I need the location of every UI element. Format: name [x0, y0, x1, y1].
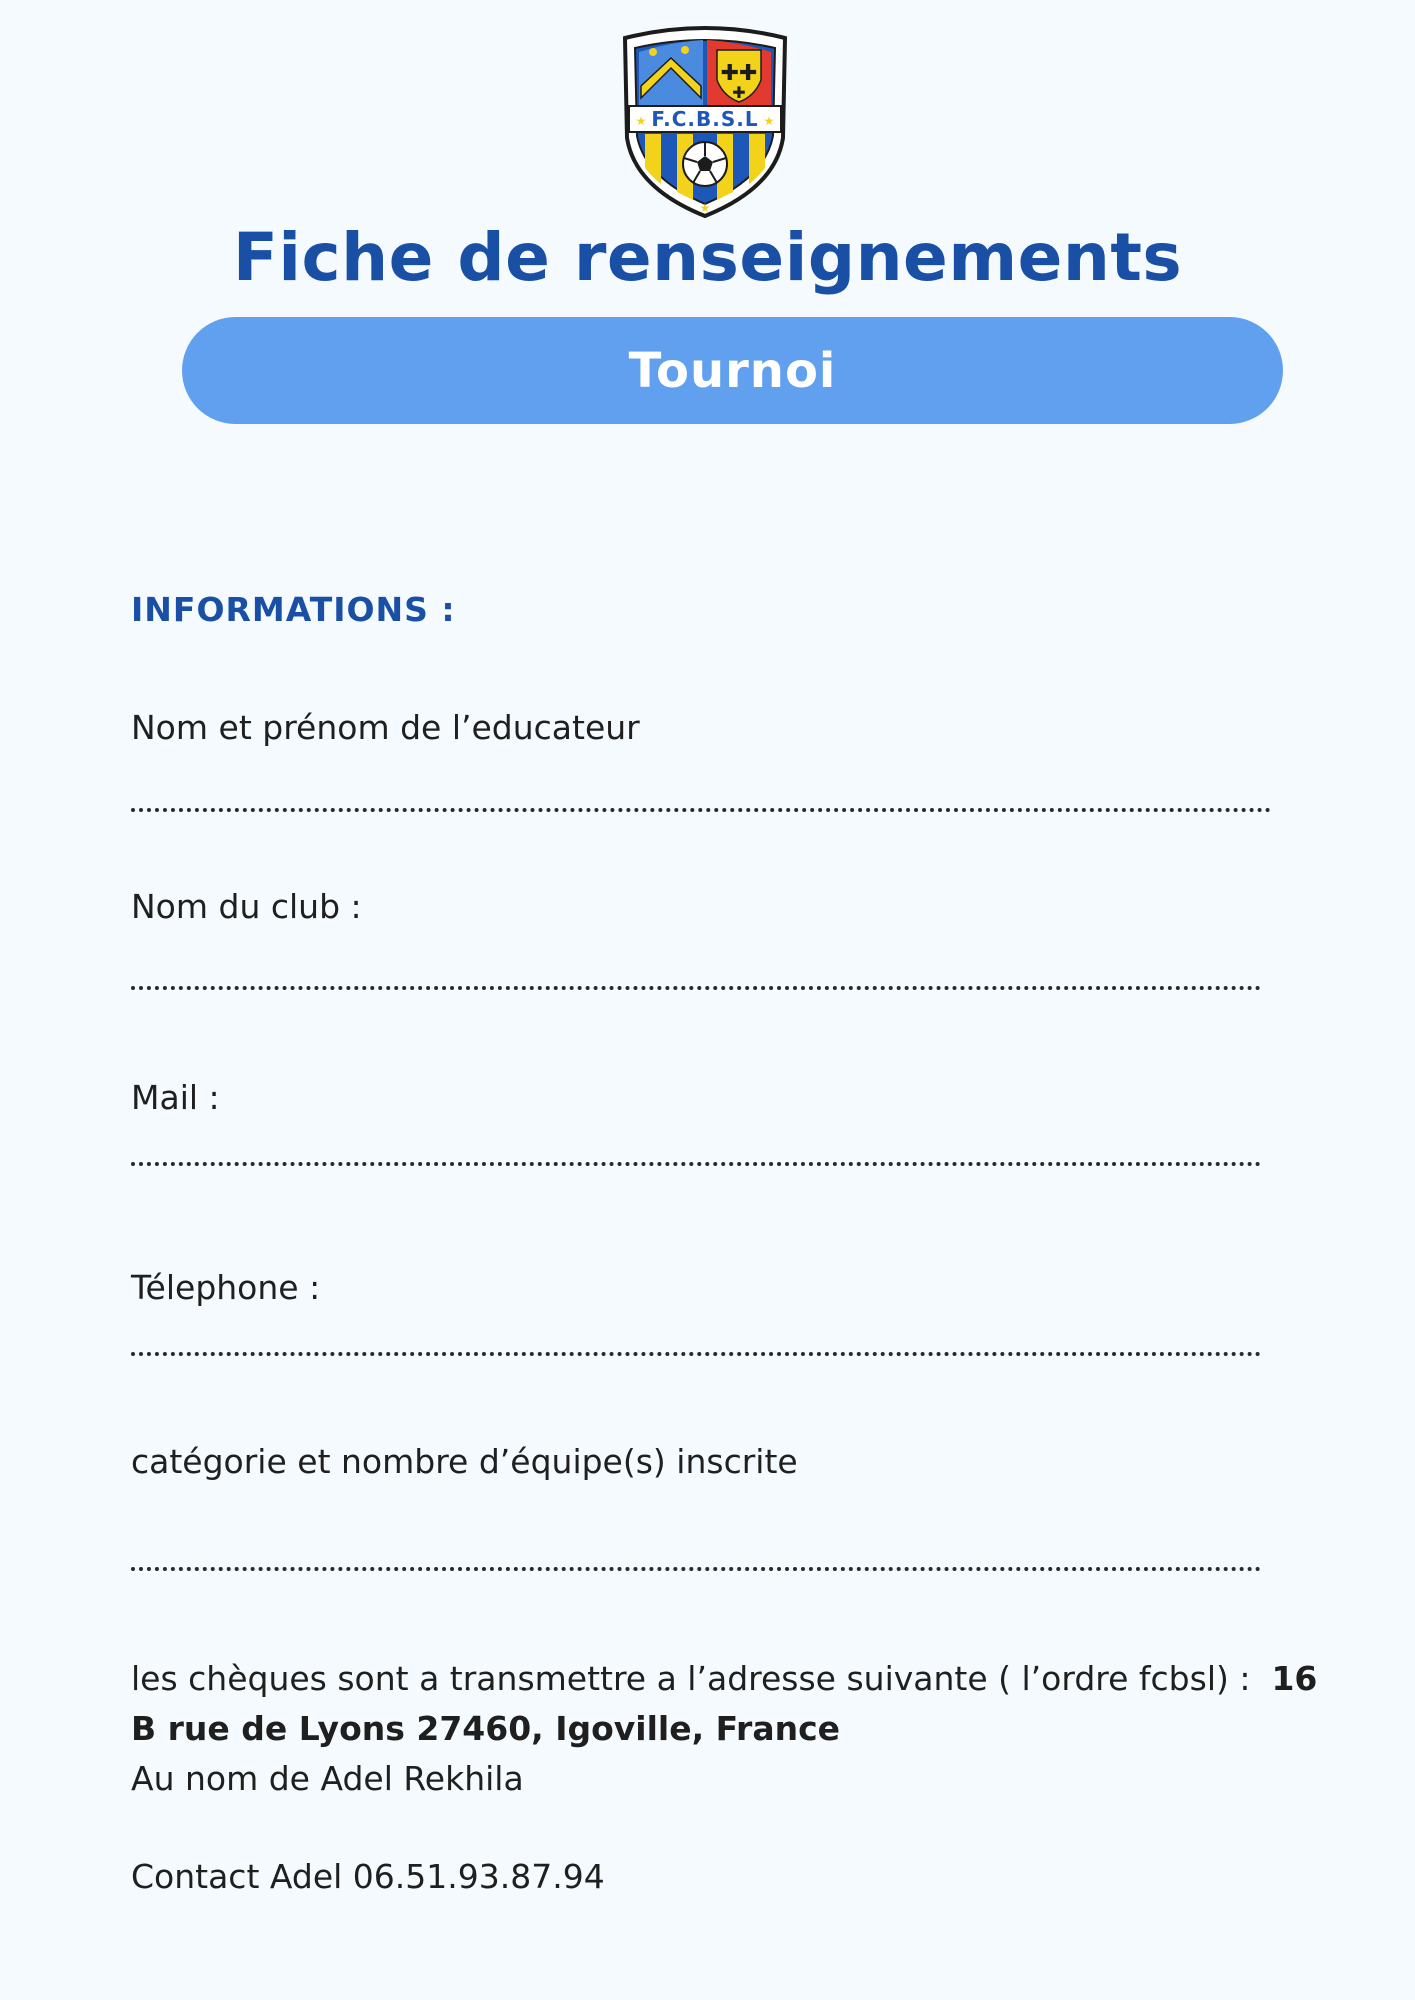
svg-text:★: ★	[763, 114, 775, 128]
svg-text:✚✚: ✚✚	[720, 61, 758, 86]
category-teams-label: catégorie et nombre d’équipe(s) inscrite	[131, 1442, 798, 1481]
educator-name-fill-line[interactable]	[131, 808, 1271, 812]
phone-label: Télephone :	[131, 1268, 321, 1307]
contact-line: Contact Adel 06.51.93.87.94	[131, 1857, 605, 1896]
club-name-fill-line[interactable]	[131, 986, 1261, 990]
section-heading-informations: INFORMATIONS :	[131, 590, 456, 629]
payee-name: Au nom de Adel Rekhila	[131, 1759, 524, 1798]
email-fill-line[interactable]	[131, 1162, 1261, 1166]
svg-text:F.C.B.S.L: F.C.B.S.L	[651, 107, 759, 131]
club-name-label: Nom du club :	[131, 887, 362, 926]
cheque-instructions	[131, 1654, 1341, 1804]
page-title: Fiche de renseignements	[232, 219, 1183, 296]
svg-text:✚: ✚	[732, 83, 746, 102]
mailing-address: 16 B rue de Lyons 27460, Igoville, France	[131, 1659, 1318, 1748]
category-teams-fill-line[interactable]	[131, 1567, 1261, 1571]
phone-fill-line[interactable]	[131, 1352, 1261, 1356]
email-label: Mail :	[131, 1078, 220, 1117]
cheque-instructions-text: les chèques sont a transmettre a l’adresse suivante ( l’ordre fcbsl) :	[131, 1659, 1251, 1698]
club-crest-logo	[605, 18, 805, 218]
svg-text:★: ★	[699, 201, 711, 215]
event-type-banner	[182, 317, 1283, 424]
educator-name-label: Nom et prénom de l’educateur	[131, 708, 640, 747]
svg-text:★: ★	[635, 114, 647, 128]
event-type-label: Tournoi	[628, 342, 837, 399]
